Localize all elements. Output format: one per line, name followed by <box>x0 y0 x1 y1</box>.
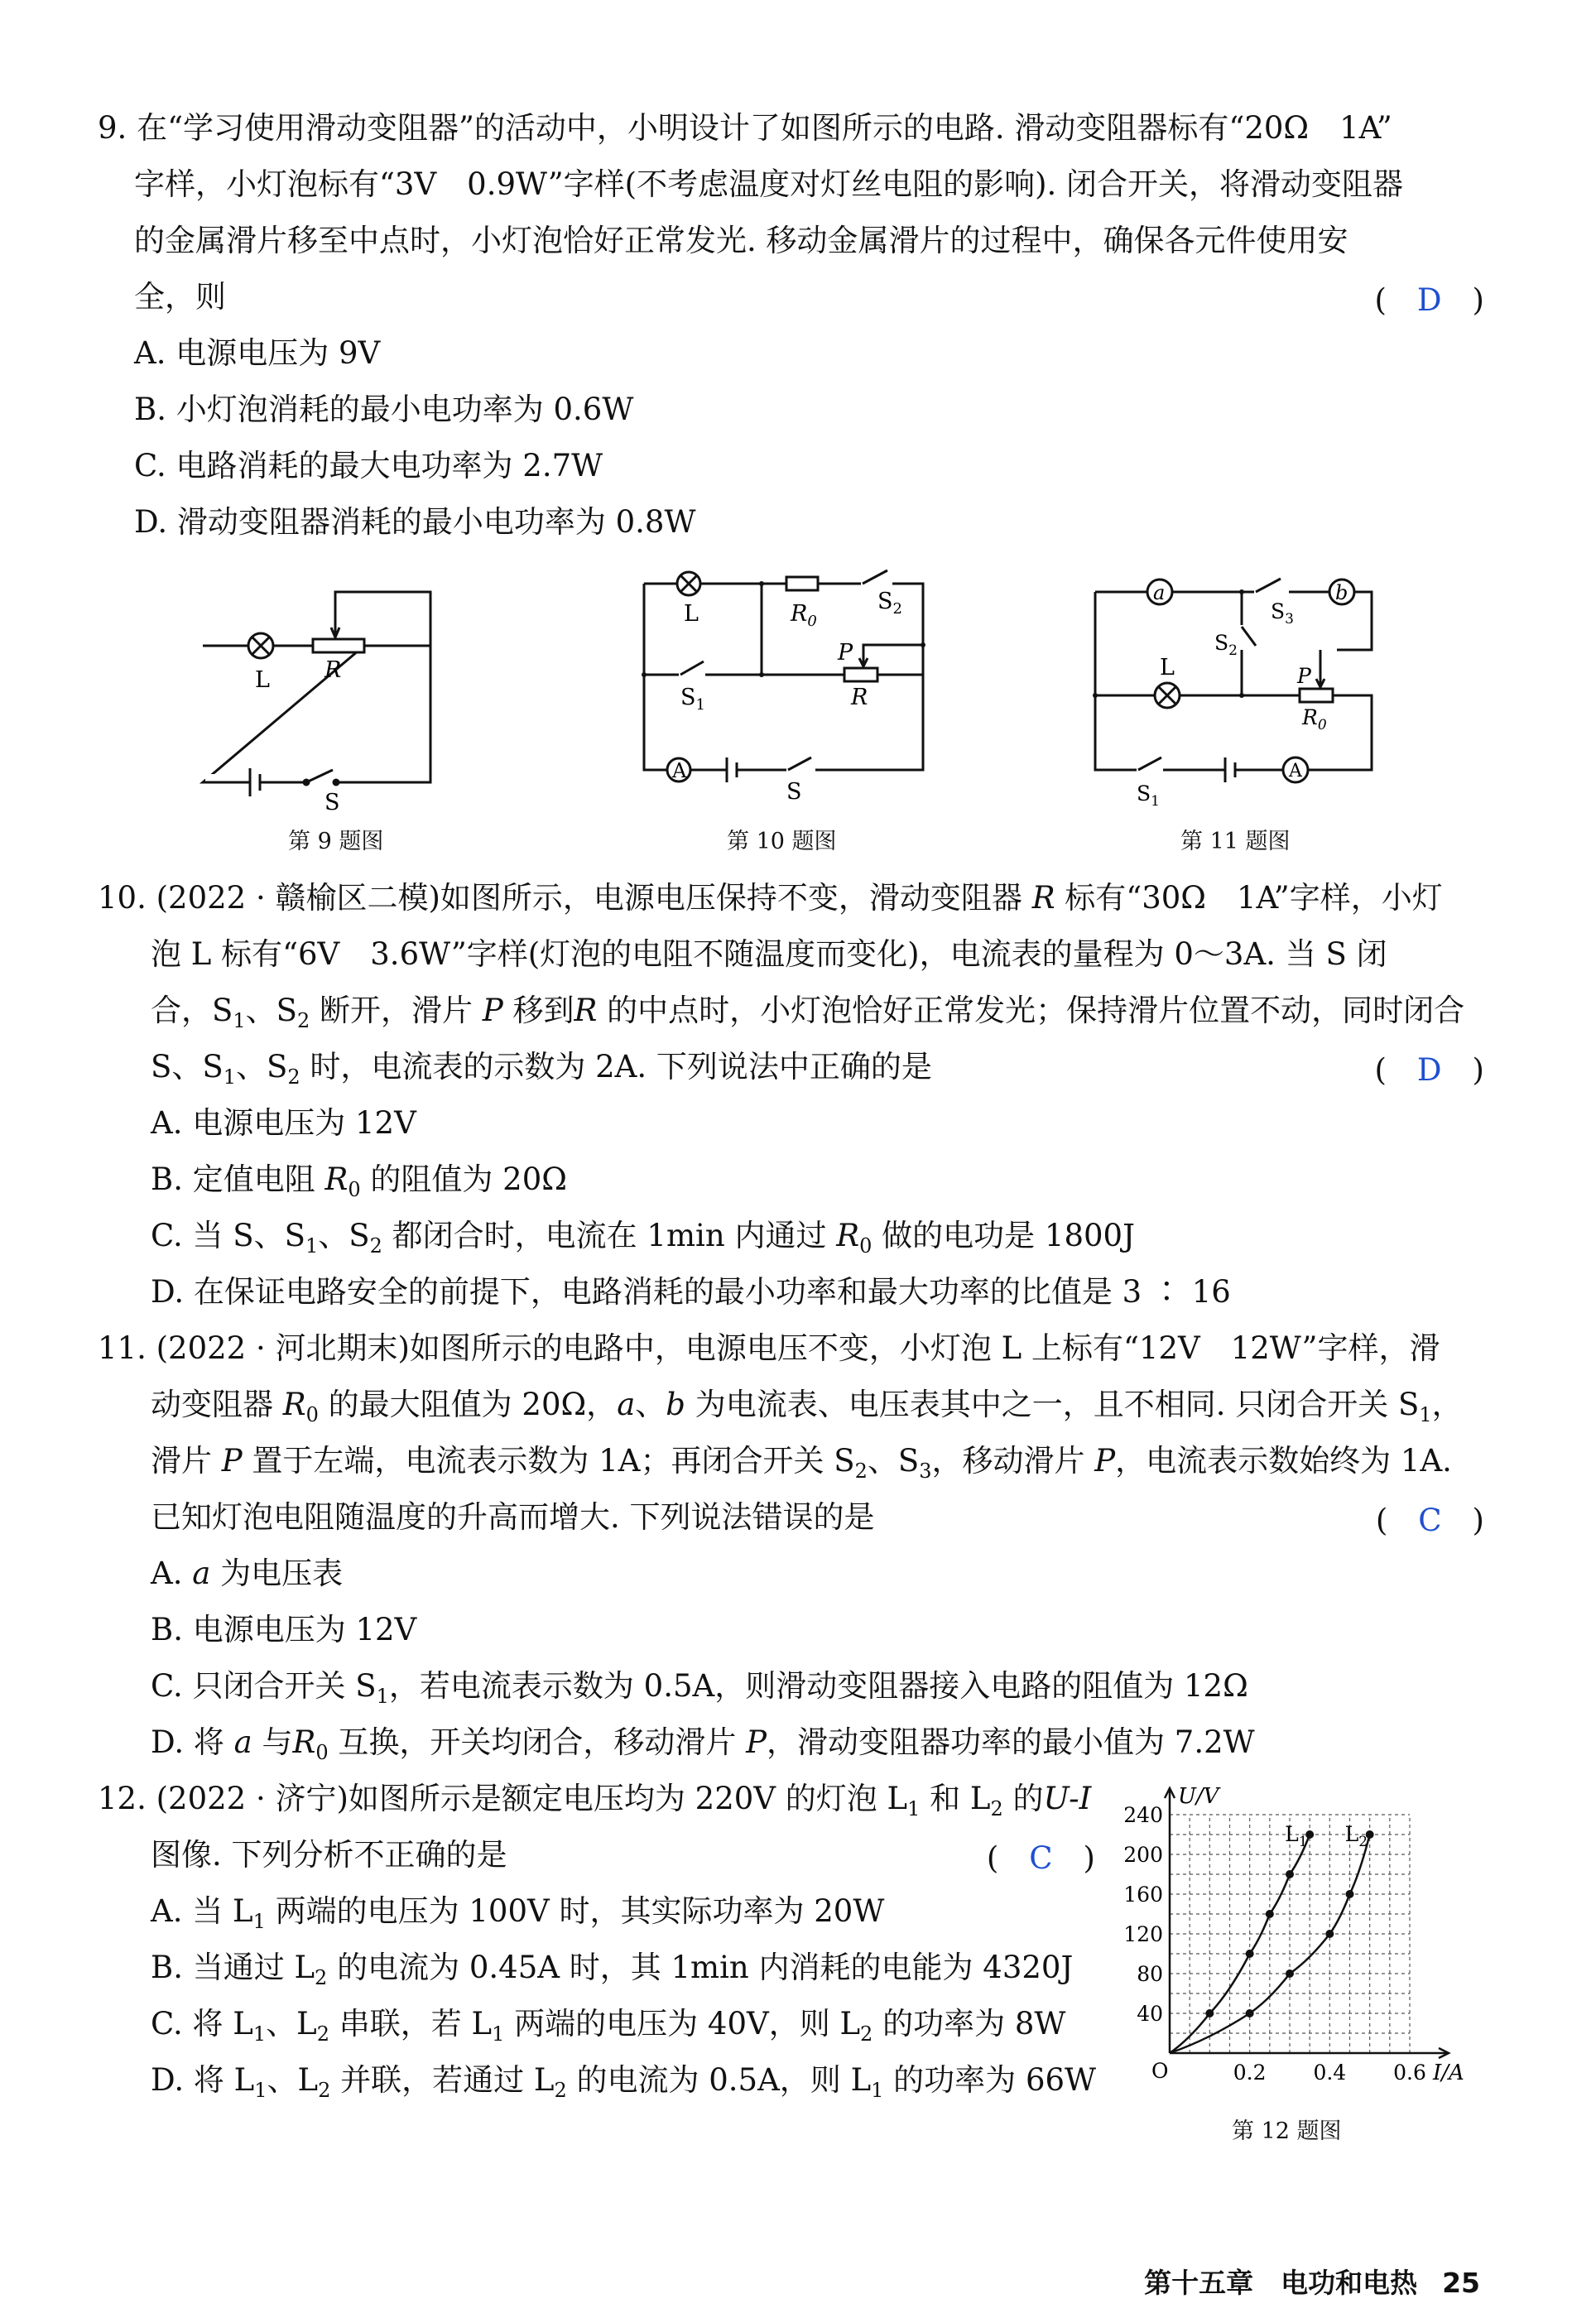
q12-option-a: A. 当 $L_1$ 两端的电压为 100V 时，其实际功率为 20W <box>151 1893 885 1933</box>
q10-line3: 合，$S_1$、$S_2$ 断开，滑片 P 移到R 的中点时，小灯泡恰好正常发光；保持滑片位置不动，同时闭合 <box>151 993 1465 1032</box>
q12-option-c: C. 将 $L_1$、$L_2$ 串联，若 $L_1$ 两端的电压为 40V，则 $L_2$ 的功率为 8W <box>151 2006 1066 2046</box>
q12-line1: 12. (2022 · 济宁)如图所示是额定电压均为 220V 的灯泡 $L_1$ 和 $L_2$ 的U-I <box>98 1781 1092 1820</box>
q10-option-c: C. 当 S、$S_1$、$S_2$ 都闭合时，电流在 1min 内通过 $R_0$ 做的电功是 1800J <box>151 1218 1135 1258</box>
fig10-label-S2: $S_2$ <box>877 589 902 618</box>
fig11-label-S2: $S_2$ <box>1214 631 1238 659</box>
q12-answer: ( C ) <box>986 1840 1095 1876</box>
fig11-meter-b: b <box>1335 581 1348 604</box>
chart-axes <box>1151 1784 1464 2085</box>
fig10-ammeter: A <box>672 759 687 782</box>
fig10-label-R0: $R_0$ <box>791 601 817 630</box>
y-tick-label: 200 <box>1123 1843 1163 1867</box>
q12-answer-letter: C <box>1029 1840 1053 1876</box>
q9-option-b: B. 小灯泡消耗的最小电功率为 0.6W <box>134 392 634 427</box>
q11-option-b: B. 电源电压为 12V <box>151 1612 417 1647</box>
q11-answer: ( C ) <box>1375 1503 1484 1538</box>
q9-line2: 字样，小灯泡标有“3V 0.9W”字样(不考虑温度对灯丝电阻的影响). 闭合开关，将滑动变阻器 <box>134 166 1404 202</box>
data-point-L2 <box>1286 1969 1294 1978</box>
fig10-label-L: L <box>684 601 699 627</box>
fig11-label-L: L <box>1160 655 1175 680</box>
q11-option-c: C. 只闭合开关 $S_1$，若电流表示数为 0.5A，则滑动变阻器接入电路的阻值为 12Ω <box>151 1668 1248 1708</box>
y-tick-label: 240 <box>1123 1803 1163 1827</box>
q12-line2: 图像. 下列分析不正确的是 <box>151 1837 507 1873</box>
x-axis-label: I/A <box>1433 2061 1464 2085</box>
figure-10-circuit <box>629 559 944 815</box>
page-number: 25 <box>1442 2267 1480 2299</box>
x-tick-label: 0.4 <box>1313 2061 1347 2085</box>
q10-line2: 泡 L 标有“6V 3.6W”字样(灯泡的电阻不随温度而变化)，电流表的量程为 0～3A. 当 S 闭 <box>151 936 1387 972</box>
fig11-label-S1: $S_1$ <box>1137 781 1160 810</box>
q11-option-a: A. a 为电压表 <box>151 1556 344 1591</box>
fig11-caption: 第 11 题图 <box>1180 829 1291 854</box>
fig10-label-S1: $S_1$ <box>680 685 705 714</box>
figure-9-circuit <box>182 571 497 811</box>
data-point-L2 <box>1346 1890 1354 1898</box>
fig10-caption: 第 10 题图 <box>727 829 837 854</box>
y-tick-label: 160 <box>1123 1883 1163 1907</box>
q10-answer-letter: D <box>1416 1052 1442 1088</box>
fig10-label-S: S <box>786 779 802 805</box>
q12-option-d: D. 将 $L_1$、$L_2$ 并联，若通过 $L_2$ 的电流为 0.5A，则 $L_1$ 的功率为 66W <box>151 2062 1097 2102</box>
data-point-L1 <box>1246 1950 1254 1958</box>
fig11-label-S3: $S_3$ <box>1271 599 1294 628</box>
fig11-meter-a: a <box>1153 581 1166 604</box>
series-label-L2: $L_2$ <box>1344 1822 1368 1850</box>
fig9-label-S: S <box>324 790 340 811</box>
fig11-label-R0: $R_0$ <box>1302 705 1327 733</box>
chart-caption: 第 12 题图 <box>1232 2118 1342 2144</box>
data-point-L2 <box>1246 2009 1254 2017</box>
q10-option-b: B. 定值电阻 $R_0$ 的阻值为 20Ω <box>151 1161 567 1201</box>
q10-line4: S、$S_1$、$S_2$ 时，电流表的示数为 2A. 下列说法中正确的是 <box>151 1049 932 1089</box>
q9-option-c: C. 电路消耗的最大电功率为 2.7W <box>134 448 603 483</box>
q9-line3: 的金属滑片移至中点时，小灯泡恰好正常发光. 移动金属滑片的过程中，确保各元件使用安 <box>134 223 1348 258</box>
chapter-title: 第十五章 电功和电热 <box>1144 2267 1418 2299</box>
chart-series <box>1170 1822 1374 2053</box>
series-label-L1: $L_1$ <box>1285 1822 1308 1850</box>
q11-answer-letter: C <box>1418 1503 1442 1538</box>
q9-answer: ( D ) <box>1374 282 1484 318</box>
fig9-caption: 第 9 题图 <box>288 829 384 854</box>
q9-option-a: A. 电源电压为 9V <box>134 335 381 371</box>
fig9-label-L: L <box>255 667 270 693</box>
fig10-label-P: P <box>838 640 853 666</box>
q11-line1: 11. (2022 · 河北期末)如图所示的电路中，电源电压不变，小灯泡 L 上标有“12V 12W”字样，滑 <box>98 1330 1440 1366</box>
q11-line4: 已知灯泡电阻随温度的升高而增大. 下列说法错误的是 <box>151 1499 875 1535</box>
q10-option-d: D. 在保证电路安全的前提下，电路消耗的最小功率和最大功率的比值是 3 ∶ 16 <box>151 1274 1231 1310</box>
y-tick-label: 80 <box>1137 1962 1163 1986</box>
q9-line4: 全，则 <box>134 279 226 315</box>
q9-answer-letter: D <box>1416 282 1442 318</box>
q10-line1: 10. (2022 · 赣榆区二模)如图所示，电源电压保持不变，滑动变阻器 R 标有“30Ω 1A”字样，小灯 <box>98 880 1443 916</box>
q10-answer: ( D ) <box>1374 1052 1484 1088</box>
q11-line2: 动变阻器 $R_0$ 的最大阻值为 20Ω，a、b 为电流表、电压表其中之一，且不相同. 只闭合开关 $S_1$， <box>151 1387 1463 1426</box>
figure-12-chart <box>1113 1780 1502 2094</box>
fig11-label-P: P <box>1297 664 1311 688</box>
y-tick-label: 120 <box>1123 1922 1163 1946</box>
y-tick-label: 40 <box>1137 2002 1163 2026</box>
q9-option-d: D. 滑动变阻器消耗的最小电功率为 0.8W <box>134 504 696 540</box>
figure-11-circuit <box>1080 567 1403 815</box>
page-footer <box>1144 2262 1480 2301</box>
data-point-L1 <box>1205 2009 1214 2017</box>
x-tick-label: 0.2 <box>1233 2061 1267 2085</box>
data-point-L2 <box>1325 1930 1334 1938</box>
data-point-L1 <box>1266 1910 1274 1918</box>
fig9-label-R: R <box>324 657 342 683</box>
origin-label: O <box>1151 2059 1169 2083</box>
x-tick-label: 0.6 <box>1393 2061 1426 2085</box>
q11-option-d: D. 将 a 与$R_0$ 互换，开关均闭合，移动滑片 P，滑动变阻器功率的最小值为 7.2W <box>151 1724 1255 1764</box>
q9-line1: 9. 在“学习使用滑动变阻器”的活动中，小明设计了如图所示的电路. 滑动变阻器标有“20Ω 1A” <box>98 110 1392 146</box>
q11-line3: 滑片 P 置于左端，电流表示数为 1A；再闭合开关 $S_2$、$S_3$，移动滑片 P，电流表示数始终为 1A. <box>151 1443 1452 1483</box>
y-axis-label: U/V <box>1178 1784 1219 1809</box>
data-point-L1 <box>1286 1870 1294 1878</box>
fig11-ammeter: A <box>1289 761 1302 781</box>
fig10-label-R: R <box>851 685 868 710</box>
q12-option-b: B. 当通过 $L_2$ 的电流为 0.45A 时，其 1min 内消耗的电能为 4320J <box>151 1950 1074 1989</box>
q10-option-a: A. 电源电压为 12V <box>151 1105 416 1141</box>
